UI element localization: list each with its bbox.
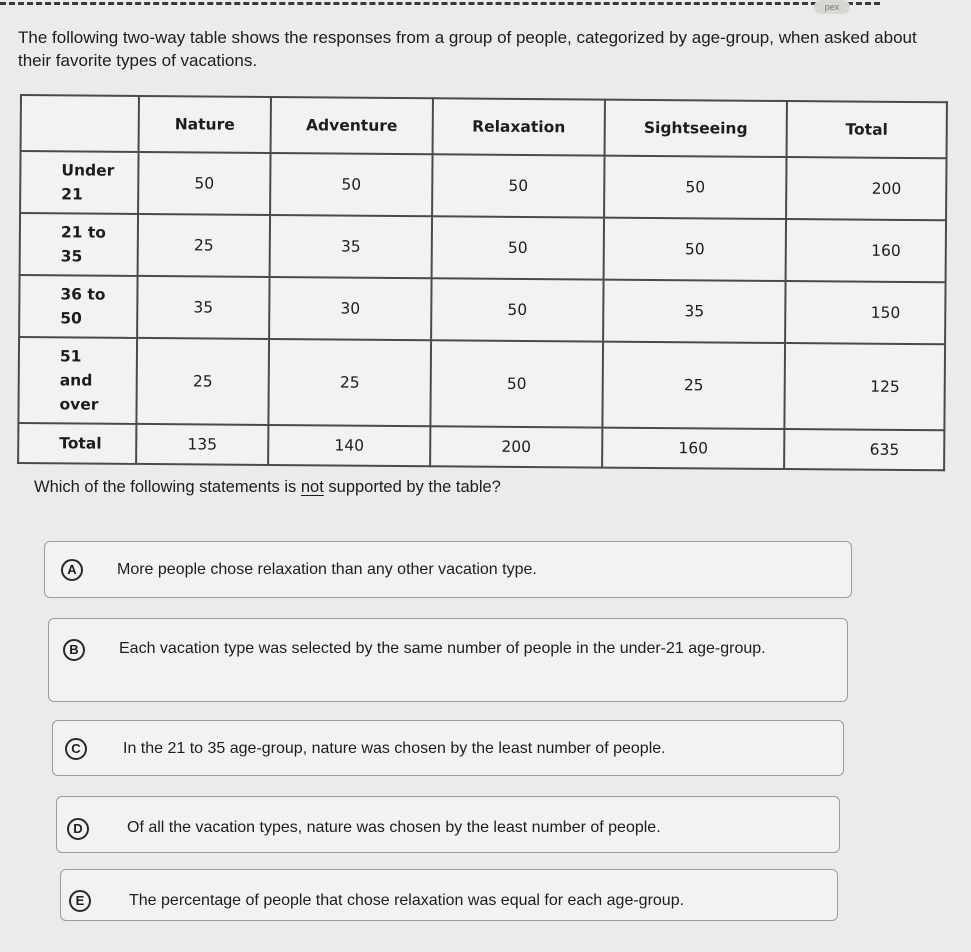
table-cell: 50 bbox=[270, 153, 432, 216]
answer-choice-d[interactable] bbox=[56, 796, 840, 853]
table-cell: 25 bbox=[136, 338, 269, 425]
row-header-21-to-35 bbox=[20, 213, 138, 276]
table-cell: 50 bbox=[431, 278, 603, 341]
row-header-line: 35 bbox=[60, 247, 83, 266]
table-cell: 50 bbox=[432, 216, 604, 279]
answer-choice-c[interactable] bbox=[52, 720, 844, 776]
column-header-adventure: Adventure bbox=[271, 97, 433, 154]
row-header-line: Total bbox=[59, 434, 102, 453]
table-header-row bbox=[21, 95, 947, 158]
table-cell-total: 200 bbox=[786, 157, 946, 220]
table-cell: 50 bbox=[138, 152, 270, 215]
answer-choice-a[interactable] bbox=[44, 541, 852, 598]
question-emphasis: not bbox=[300, 478, 324, 496]
choice-text-d: Of all the vacation types, nature was chosen by the least number of people. bbox=[127, 819, 661, 836]
choice-letter-d: D bbox=[67, 818, 89, 840]
corner-cell bbox=[21, 95, 139, 152]
row-header-line: 21 to bbox=[60, 223, 107, 242]
row-header-line: 36 to bbox=[60, 285, 106, 304]
row-header-under-21 bbox=[20, 151, 138, 214]
row-header-line: and bbox=[59, 371, 93, 390]
row-header-51-and-over bbox=[18, 337, 137, 424]
row-header-line: Under bbox=[61, 161, 115, 180]
question-text-start: Which of the following statements is bbox=[34, 478, 301, 496]
choice-letter-e: E bbox=[69, 890, 91, 912]
row-header-line: over bbox=[59, 395, 99, 414]
row-header-36-to-50 bbox=[19, 275, 137, 338]
table-cell: 35 bbox=[603, 280, 785, 343]
choice-text-c: In the 21 to 35 age-group, nature was chosen by the least number of people. bbox=[123, 740, 666, 757]
table-cell: 50 bbox=[430, 340, 603, 427]
row-header-total bbox=[18, 423, 136, 464]
intro-text: The following two-way table shows the responses from a group of people, categorized by age-group, when asked about their favorite types of vacations. bbox=[18, 28, 917, 70]
table-cell: 50 bbox=[432, 154, 604, 217]
column-header-sightseeing: Sightseeing bbox=[605, 100, 787, 157]
table-cell-total: 160 bbox=[786, 219, 946, 282]
table-row bbox=[18, 337, 945, 430]
answer-choice-b[interactable] bbox=[48, 618, 848, 702]
choice-text-a: More people chose relaxation than any other vacation type. bbox=[117, 561, 537, 578]
table-cell: 140 bbox=[268, 425, 430, 466]
table-cell: 25 bbox=[602, 342, 785, 429]
table-row-total bbox=[18, 423, 944, 470]
column-header-relaxation: Relaxation bbox=[433, 98, 605, 155]
table-cell-total: 635 bbox=[784, 429, 944, 470]
table-row bbox=[20, 213, 946, 282]
table-cell: 35 bbox=[270, 215, 432, 278]
table-cell: 135 bbox=[136, 424, 268, 465]
table-row bbox=[19, 275, 945, 344]
corner-mark: pex bbox=[814, 0, 850, 14]
table-cell: 30 bbox=[269, 277, 431, 340]
table-cell-total: 125 bbox=[784, 343, 945, 430]
table-cell: 50 bbox=[604, 156, 786, 219]
table-cell: 35 bbox=[137, 276, 269, 339]
choice-text-e: The percentage of people that chose relaxation was equal for each age-group. bbox=[129, 892, 685, 909]
row-header-line: 51 bbox=[59, 347, 82, 366]
row-header-line: 21 bbox=[61, 185, 83, 204]
choice-letter-c: C bbox=[65, 738, 87, 760]
table-row bbox=[20, 151, 946, 220]
choice-letter-b: B bbox=[63, 639, 85, 661]
column-header-total: Total bbox=[787, 101, 947, 158]
table-cell: 50 bbox=[604, 218, 786, 281]
two-way-table bbox=[17, 94, 948, 471]
top-divider bbox=[0, 2, 880, 5]
column-header-nature: Nature bbox=[139, 96, 271, 153]
choice-letter-a: A bbox=[61, 559, 83, 581]
choice-text-b: Each vacation type was selected by the same number of people in the under-21 age-group. bbox=[119, 640, 766, 657]
table-cell: 200 bbox=[430, 426, 602, 467]
table-cell-total: 150 bbox=[785, 281, 945, 344]
table-cell: 25 bbox=[138, 214, 270, 277]
question-text bbox=[34, 478, 501, 497]
table-cell: 25 bbox=[268, 339, 431, 426]
question-text-end: supported by the table? bbox=[323, 478, 501, 496]
table-cell: 160 bbox=[602, 428, 784, 469]
row-header-line: 50 bbox=[60, 309, 82, 328]
answer-choice-e[interactable] bbox=[60, 869, 838, 921]
